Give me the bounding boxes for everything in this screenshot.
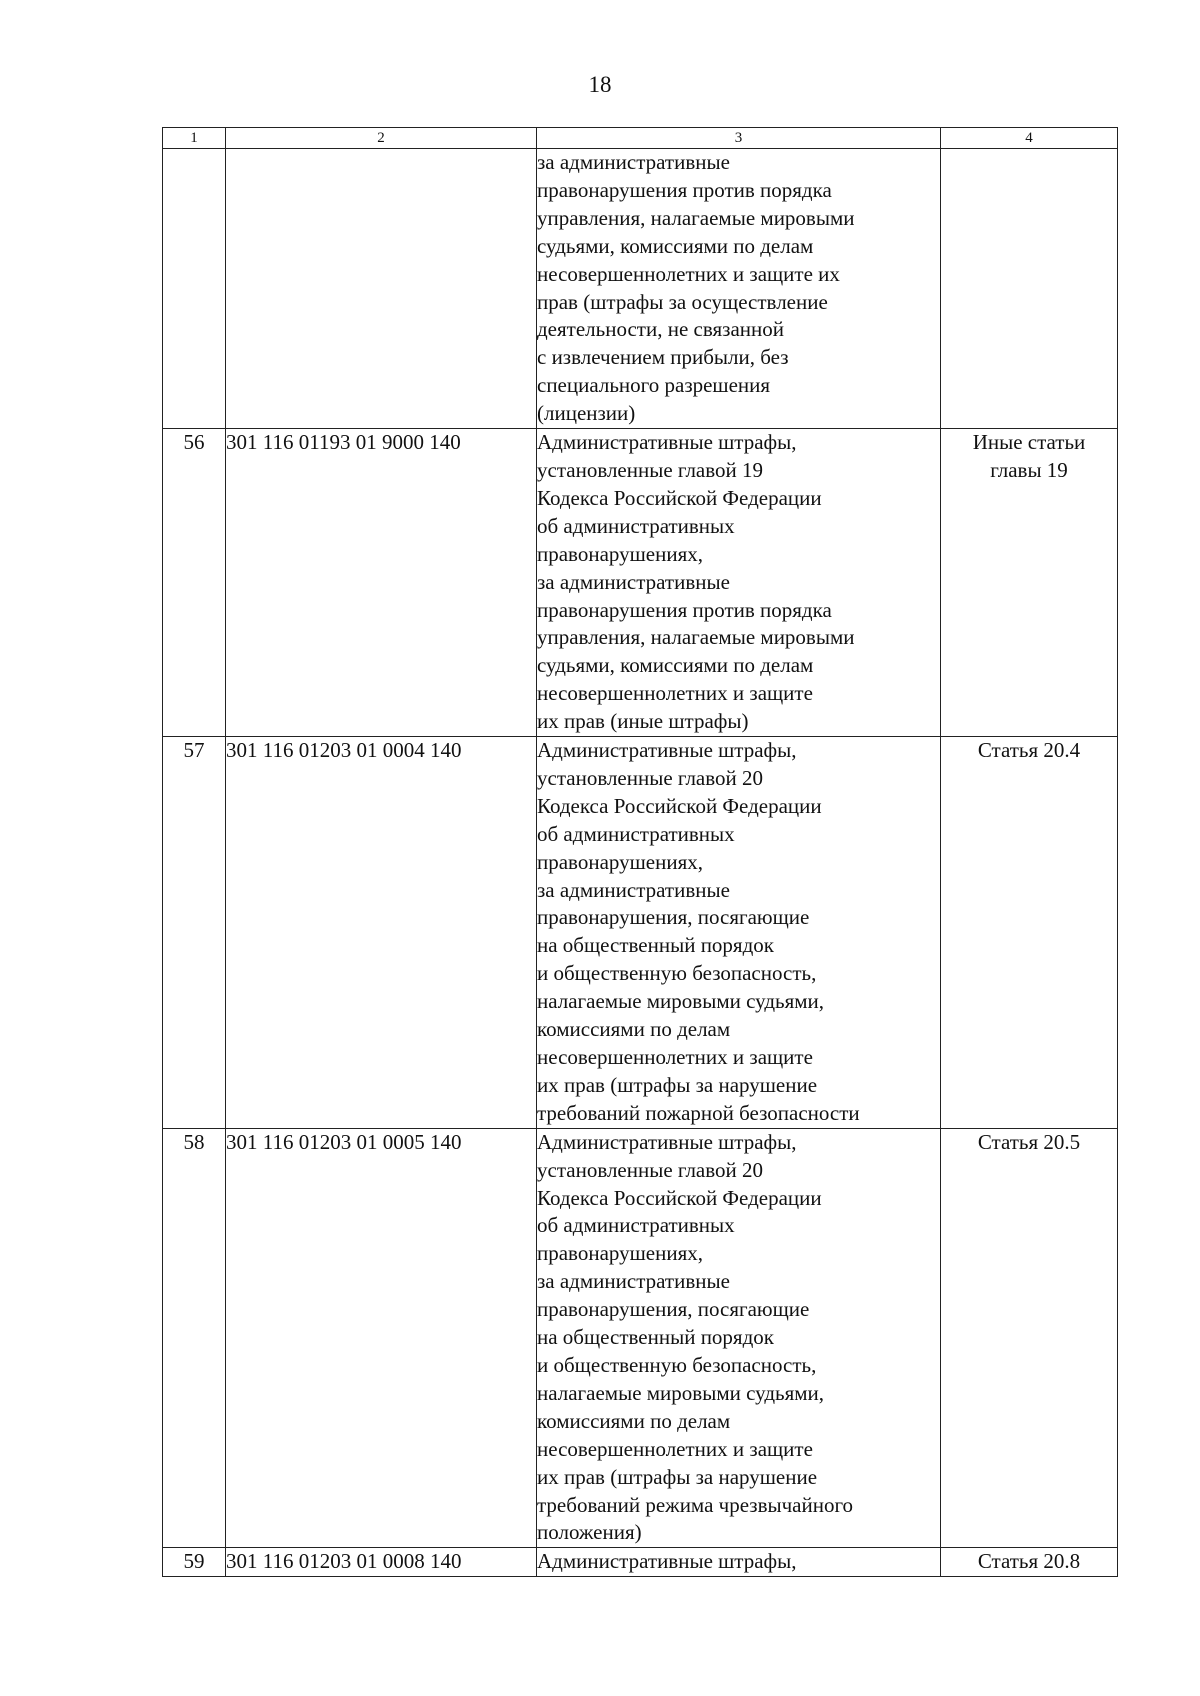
- budget-code-cell: [226, 149, 537, 429]
- description-line: правонарушениях,: [537, 849, 703, 874]
- description-cell: [537, 429, 941, 737]
- column-header: 3: [537, 128, 941, 149]
- table-row: [163, 149, 1118, 429]
- budget-code-cell: 301 116 01193 01 9000 140: [226, 429, 537, 737]
- table-row: [163, 429, 1118, 737]
- article-cell: [941, 737, 1118, 1129]
- description-line: правонарушениях,: [537, 1241, 703, 1266]
- row-number-cell: 59: [163, 1548, 226, 1577]
- description-line: судьями, комиссиями по делам: [537, 653, 814, 678]
- budget-code-cell: 301 116 01203 01 0004 140: [226, 737, 537, 1129]
- description-line: Кодекса Российской Федерации: [537, 793, 822, 818]
- table-row: [163, 737, 1118, 1129]
- description-line: с извлечением прибыли, без: [537, 345, 789, 370]
- row-number-cell: 58: [163, 1128, 226, 1548]
- description-line: несовершеннолетних и защите: [537, 1045, 813, 1069]
- article-line: Иные статьи: [972, 430, 1086, 455]
- description-line: управления, налагаемые мировыми: [537, 205, 855, 230]
- description-line: Кодекса Российской Федерации: [537, 1185, 822, 1210]
- budget-code-cell: 301 116 01203 01 0008 140: [226, 1548, 537, 1577]
- article-cell: [941, 149, 1118, 429]
- description-line: за административные: [537, 877, 730, 902]
- description-line: требований режима чрезвычайного: [537, 1492, 854, 1517]
- description-line: правонарушения против порядка: [537, 597, 832, 622]
- description-line: налагаемые мировыми судьями,: [537, 989, 825, 1014]
- description-line: несовершеннолетних и защите: [537, 681, 813, 706]
- description-line: судьями, комиссиями по делам: [537, 233, 814, 258]
- article-cell: [941, 429, 1118, 737]
- description-line: об административных: [537, 821, 735, 846]
- description-line: несовершеннолетних и защите их: [537, 261, 840, 286]
- description-line: об административных: [537, 1213, 735, 1238]
- description-line: управления, налагаемые мировыми: [537, 625, 855, 650]
- description-line: правонарушения, посягающие: [537, 1297, 810, 1322]
- description-line: комиссиями по делам: [537, 1017, 731, 1042]
- description-line: Административные штрафы,: [537, 1549, 797, 1574]
- description-line: Административные штрафы,: [537, 738, 797, 763]
- description-line: Административные штрафы,: [537, 430, 797, 455]
- description-line: и общественную безопасность,: [537, 1352, 817, 1377]
- budget-code-cell: 301 116 01203 01 0005 140: [226, 1128, 537, 1548]
- column-header: 2: [226, 128, 537, 149]
- description-line: их прав (штрафы за нарушение: [537, 1072, 818, 1097]
- description-line: требований пожарной безопасности: [537, 1100, 860, 1125]
- article-cell: [941, 1128, 1118, 1548]
- description-cell: [537, 1128, 941, 1548]
- column-number-row: [163, 128, 1118, 149]
- description-line: налагаемые мировыми судьями,: [537, 1380, 825, 1405]
- article-line: Статья 20.8: [977, 1549, 1081, 1574]
- description-line: за административные: [537, 1269, 730, 1294]
- description-line: прав (штрафы за осуществление: [537, 289, 828, 314]
- description-line: за административные: [537, 569, 730, 594]
- description-line: специального разрешения: [537, 373, 771, 398]
- description-line: Кодекса Российской Федерации: [537, 485, 822, 510]
- description-line: Административные штрафы,: [537, 1129, 797, 1154]
- row-number-cell: 56: [163, 429, 226, 737]
- table-body: [163, 149, 1118, 1577]
- description-line: их прав (штрафы за нарушение: [537, 1464, 818, 1489]
- description-line: на общественный порядок: [537, 1325, 774, 1350]
- document-table: [162, 127, 1118, 1577]
- description-line: об административных: [537, 513, 735, 538]
- table-row: [163, 1128, 1118, 1548]
- description-line: их прав (иные штрафы): [537, 709, 749, 734]
- description-line: несовершеннолетних и защите: [537, 1436, 813, 1461]
- description-line: правонарушения против порядка: [537, 177, 832, 202]
- description-line: деятельности, не связанной: [537, 317, 784, 342]
- description-cell: [537, 149, 941, 429]
- description-line: установленные главой 20: [537, 765, 764, 790]
- article-line: главы 19: [990, 457, 1068, 482]
- row-number-cell: 57: [163, 737, 226, 1129]
- article-line: Статья 20.4: [977, 738, 1081, 763]
- description-line: на общественный порядок: [537, 933, 774, 958]
- column-header: 4: [941, 128, 1118, 149]
- description-cell: [537, 1548, 941, 1577]
- description-line: и общественную безопасность,: [537, 961, 817, 986]
- description-line: комиссиями по делам: [537, 1408, 731, 1433]
- row-number-cell: [163, 149, 226, 429]
- description-line: (лицензии): [537, 401, 636, 426]
- description-cell: [537, 737, 941, 1129]
- description-line: установленные главой 19: [537, 457, 764, 482]
- article-cell: [941, 1548, 1118, 1577]
- description-line: за административные: [537, 150, 730, 174]
- description-line: правонарушениях,: [537, 541, 703, 566]
- description-line: положения): [537, 1520, 642, 1545]
- article-line: Статья 20.5: [977, 1129, 1081, 1154]
- description-line: установленные главой 20: [537, 1157, 764, 1182]
- table-row: [163, 1548, 1118, 1577]
- page-number: 18: [588, 72, 612, 97]
- column-header: 1: [163, 128, 226, 149]
- description-line: правонарушения, посягающие: [537, 905, 810, 930]
